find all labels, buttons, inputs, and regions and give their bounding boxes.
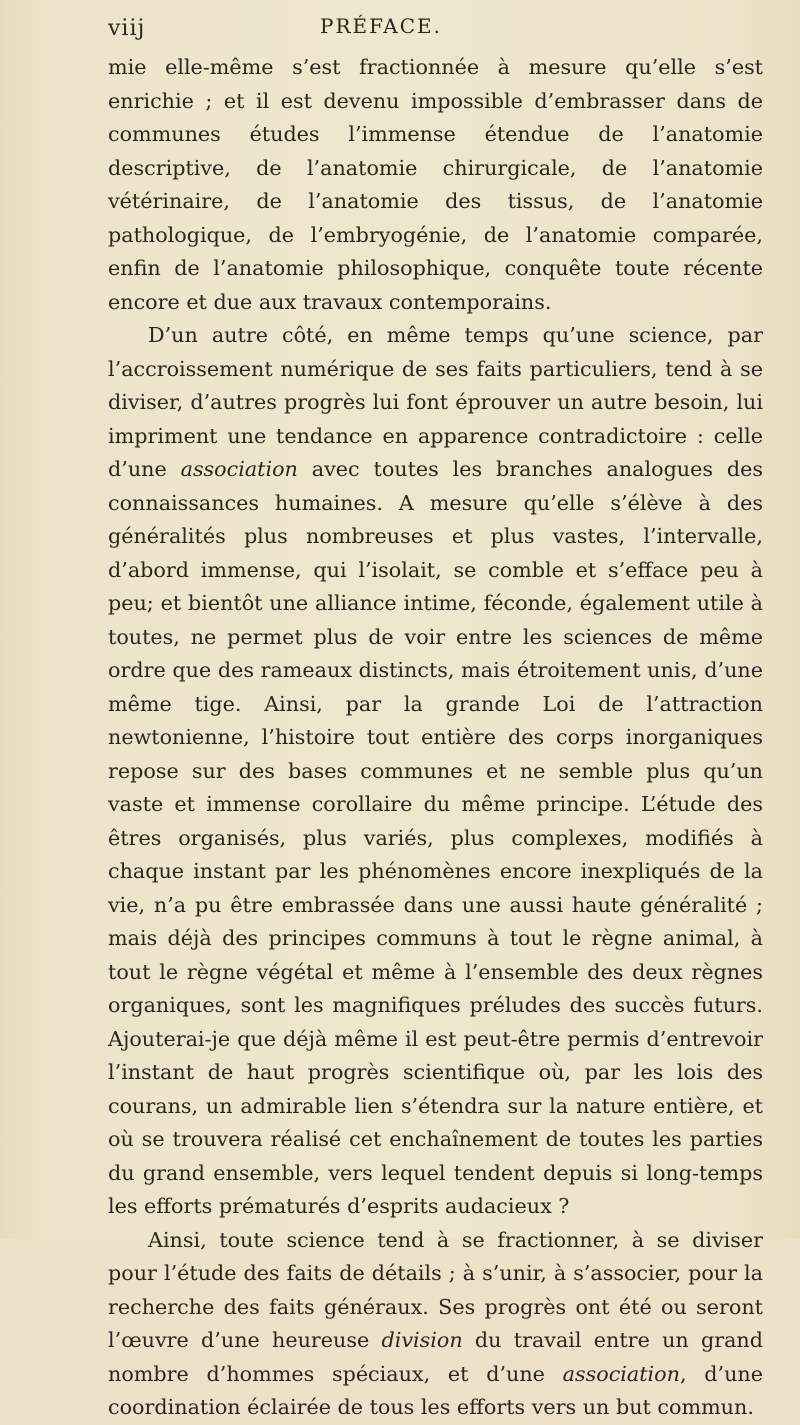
text-run: du travail entre un grand nombre d’hommes spéciaux, et d’une: [108, 1328, 763, 1386]
page-header: [108, 12, 760, 42]
paragraph: [108, 51, 763, 319]
italic-term: association: [562, 1361, 680, 1386]
running-head: PRÉFACE.: [320, 14, 442, 38]
text-run: , d’une coordination éclairée de tous les efforts vers un but commun.: [108, 1361, 763, 1419]
text-run: mie elle-même s’est fractionnée à mesure qu’elle s’est enrichie ; et il est devenu impossible d’embrasser dans de communes études l’immense étendue de l’anatomie descriptive, de l’anatomie chirurgicale, de l’anatomie vétérinaire, de l’anatomie des tissus, de l’anatomie pathologique, de l’embryogénie, de l’anatomie comparée, enfin de l’anatomie philosophique, conquête toute récente encore et due aux travaux contemporains.: [108, 55, 763, 314]
body-text: [108, 51, 763, 1425]
italic-term: association: [180, 457, 298, 481]
page-number: viij: [108, 16, 146, 41]
paragraph: [108, 1224, 763, 1425]
text-run: Ainsi, toute science tend à se fractionner, à se diviser pour l’étude des faits de détails ; à s’unir, à s’associer, pour la recherche des faits généraux. Ses progrès ont été ou seront l’œuvre d’une heureuse: [108, 1227, 763, 1352]
text-run: D’un autre côté, en même temps qu’une science, par l’accroissement numérique de ses faits particuliers, tend à se diviser, d’autres progrès lui font éprouver un autre besoin, lui impriment une tendance en apparence contradictoire : celle d’une: [108, 323, 763, 481]
text-run: avec toutes les branches analogues des connaissances humaines. A mesure qu’elle s’élève à des généralités plus nombreuses et plus vastes, l’intervalle, d’abord immense, qui l’isolait, se comble et s’efface peu à peu; et bientôt une alliance intime, féconde, également utile à toutes, ne permet plus de voir entre les sciences de même ordre que des rameaux distincts, mais étroitement unis, d’une même tige. Ainsi, par la grande Loi de l’attraction newtonienne, l’histoire tout entière des corps inorganiques repose sur des bases communes et ne semble plus qu’un vaste et immense corollaire du même principe. L’étude des êtres organisés, plus variés, plus complexes, modifiés à chaque instant par les phénomènes encore inexpliqués de la vie, n’a pu être embrassée dans une aussi haute généralité ; mais déjà des principes communs à tout le règne animal, à tout le règne végétal et même à l’ensemble des deux règnes organiques, sont les magnifiques préludes des succès futurs. Ajouterai-je que déjà même il est peut-être permis d’entrevoir l’instant de haut progrès scientifique où, par les lois des courans, un admirable lien s’étendra sur la nature entière, et où se trouvera réalisé cet enchaînement de toutes les parties du grand ensemble, vers lequel tendent depuis si long-temps les efforts prématurés d’esprits audacieux ?: [108, 457, 763, 1218]
paragraph: [108, 319, 763, 1224]
italic-term: division: [381, 1328, 463, 1352]
